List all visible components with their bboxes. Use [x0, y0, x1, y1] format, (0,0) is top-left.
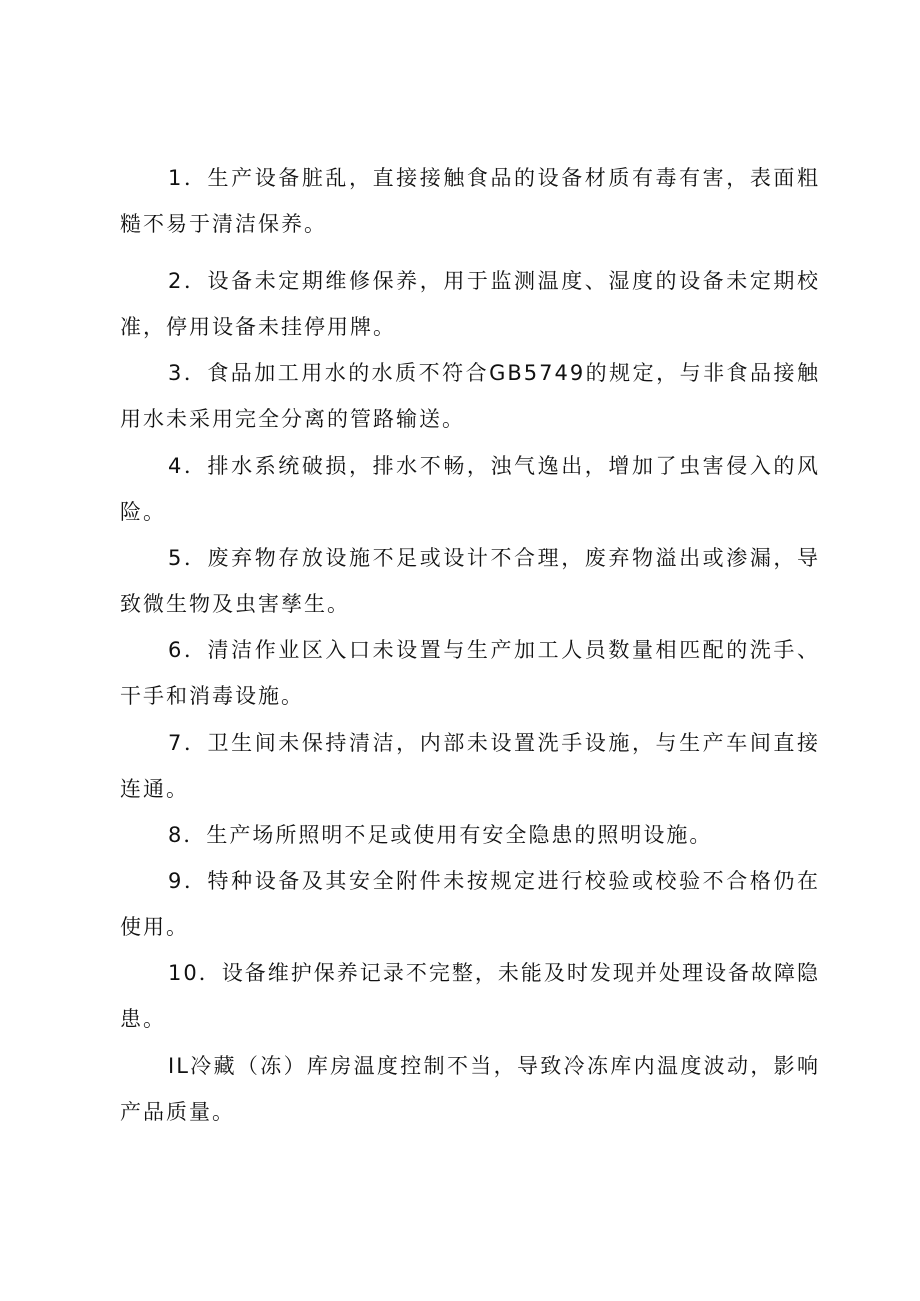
- item-text: ．特种设备及其安全附件未按规定进行校验或校验不合格仍在使用。: [120, 869, 820, 939]
- item-text: ．设备维护保养记录不完整，未能及时发现并处理设备故障隐患。: [120, 961, 820, 1031]
- item-text: ．废弃物存放设施不足或设计不合理，废弃物溢出或渗漏，导致微生物及虫害孳生。: [120, 546, 820, 616]
- item-number: 8: [168, 823, 184, 847]
- list-item: [120, 812, 820, 858]
- list-item: [120, 535, 820, 627]
- item-number: 7: [168, 731, 184, 755]
- list-item: [120, 258, 820, 350]
- item-text: ．生产场所照明不足或使用有安全隐患的照明设施。: [183, 823, 713, 847]
- item-number: 3: [168, 361, 184, 385]
- list-item: [120, 950, 820, 1042]
- list-item: [120, 443, 820, 535]
- item-number: 2: [168, 269, 184, 293]
- item-number: 1: [168, 166, 184, 190]
- item-number: 5: [168, 546, 184, 570]
- list-item: [120, 1043, 820, 1135]
- item-text: ．设备未定期维修保养，用于监测温度、湿度的设备未定期校准，停用设备未挂停用牌。: [120, 269, 820, 339]
- item-text: ．生产设备脏乱，直接接触食品的设备材质有毒有害，表面粗糙不易于清洁保养。: [120, 166, 820, 236]
- item-number: 6: [168, 638, 184, 662]
- item-number: 10: [168, 961, 199, 985]
- list-item: [120, 858, 820, 950]
- item-text: 冷藏（冻）库房温度控制不当，导致冷冻库内温度波动，影响产品质量。: [120, 1054, 820, 1124]
- item-number: 9: [168, 869, 184, 893]
- item-text: ．清洁作业区入口未设置与生产加工人员数量相匹配的洗手、干手和消毒设施。: [120, 638, 820, 708]
- item-text: ．食品加工用水的水质不符合GB5749的规定，与非食品接触用水未采用完全分离的管路输送。: [120, 361, 820, 431]
- list-item: [120, 720, 820, 812]
- item-number: IL: [168, 1054, 190, 1078]
- item-text: ．卫生间未保持清洁，内部未设置洗手设施，与生产车间直接连通。: [120, 731, 820, 801]
- list-item: [120, 350, 820, 442]
- list-item: [120, 627, 820, 719]
- list-item: [120, 155, 820, 247]
- item-number: 4: [168, 454, 184, 478]
- item-text: ．排水系统破损，排水不畅，浊气逸出，增加了虫害侵入的风险。: [120, 454, 820, 524]
